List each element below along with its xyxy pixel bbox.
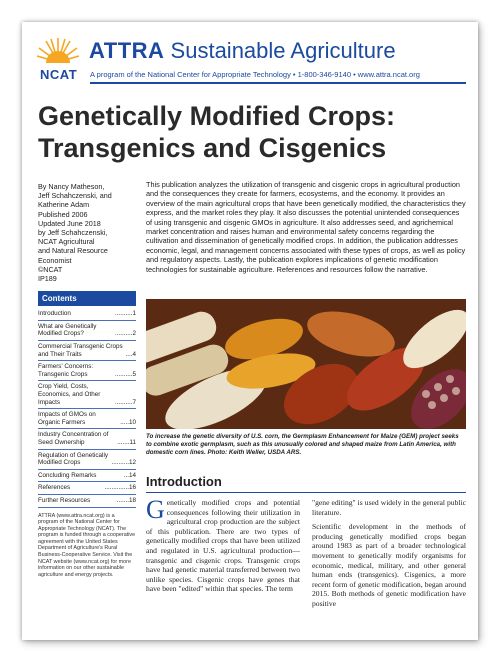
toc-label: References xyxy=(38,484,71,492)
body-column-1 xyxy=(146,495,300,594)
sidebar xyxy=(38,182,136,578)
meta-line: Updated June 2018 xyxy=(38,218,101,228)
drop-cap: G xyxy=(146,495,165,524)
toc-page: .......11 xyxy=(117,438,136,446)
meta-line: by Jeff Schahczenski, xyxy=(38,228,108,238)
maize-photo xyxy=(146,299,466,429)
toc-item[interactable] xyxy=(38,341,136,361)
toc-page: ...14 xyxy=(123,471,136,479)
body-column-2 xyxy=(312,498,466,614)
toc-page: ....4 xyxy=(125,350,136,358)
toc-label: Crop Yield, Costs, Economics, and Other Impacts xyxy=(38,383,101,406)
meta-line: Jeff Schahczenski, and xyxy=(38,191,112,201)
intro-paragraph-1: enetically modified crops and potential consequences following their utilization in agricultural crop production are the subject of this publication. There are two types of genetically modified crops that have been utilized and regulated in U.S. agricultural production—transgenic and cisgenic crops. Transgenic crops have had genetic material transferred between two unlike species. Cisgenic crops have genes that have been "edited" within that species. The term xyxy=(146,498,300,594)
sun-logo-icon xyxy=(36,34,80,64)
toc-item[interactable] xyxy=(38,361,136,381)
meta-line: IP189 xyxy=(38,274,57,284)
masthead xyxy=(22,30,478,92)
toc-item[interactable] xyxy=(38,381,136,409)
abstract-text: This publication analyzes the utilization of transgenic and cisgenic crops in agricultural production and the consequences they create for farmers, ecosystems, and the economy. It provides an overview of the main agricultural crops that have been genetically modified, the characteristics they express, and the market roles they play. It also discusses the potential unintended consequences of using transgenic and cisgenic GMOs in agriculture. It also addresses seed, and agrichemical market concentration and raises human and environmental safety concerns regarding the cultivation and dissemination of genetically modified crops. In addition, the publication addresses economic, legal, and management concerns associated with these types of crops, as well as policy and regulatory aspects. Lastly, the publication explores implications of genetic modification technologies for sustainable agriculture. References and resources follow the narrative. xyxy=(146,180,466,274)
toc-item[interactable] xyxy=(38,450,136,470)
document-title: Genetically Modified Crops: Transgenics and Cisgenics xyxy=(38,101,396,163)
toc-page: ..........2 xyxy=(115,330,136,338)
contents-heading: Contents xyxy=(38,291,136,306)
meta-line: Katherine Adam xyxy=(38,200,90,210)
toc-item[interactable] xyxy=(38,470,136,483)
author-meta xyxy=(38,182,136,283)
toc-item[interactable] xyxy=(38,495,136,508)
toc-label: Impacts of GMOs on Organic Farmers xyxy=(38,411,96,426)
toc-label: What are Genetically Modified Crops? xyxy=(38,322,97,338)
brand-title xyxy=(89,38,396,64)
intro-paragraph-2: "gene editing" is used widely in the general public literature. xyxy=(312,498,466,517)
document-page xyxy=(22,22,478,640)
introduction-rule xyxy=(146,492,466,493)
brand-attra: ATTRA xyxy=(89,38,165,63)
toc-label: Concluding Remarks xyxy=(38,471,97,479)
toc-label: Regulation of Genetically Modified Crops xyxy=(38,451,109,467)
toc-label: Farmers' Concerns: Transgenic Crops xyxy=(38,363,94,378)
toc-page: .......18 xyxy=(116,496,136,504)
meta-line: Published 2006 xyxy=(38,209,88,219)
toc-label: Introduction xyxy=(38,310,71,318)
header-rule xyxy=(90,82,466,84)
table-of-contents xyxy=(38,308,136,507)
toc-page: ..........1 xyxy=(115,310,136,318)
brand-subtitle: Sustainable Agriculture xyxy=(170,38,396,63)
intro-paragraph-3: Scientific development in the methods of producing genetically modified crops began around 1983 as part of a broader technological movement to genetically modify organisms for economic, medical, military, and other general human ends (transgenics). Cisgenics, a more recent form of genetic modification, began around 2015. Both methods of genetic modification have positive xyxy=(312,522,466,608)
toc-item[interactable] xyxy=(38,429,136,449)
meta-line: By Nancy Matheson, xyxy=(38,182,105,191)
photo-caption: To increase the genetic diversity of U.S. corn, the Germplasm Enhancement for Maize (GEM) project seeks to combine exotic germplasm, such as this unusually colored and shaped maize from Latin America, with domestic corn lines. Photo: Keith Weller, USDA ARS. xyxy=(146,433,459,456)
meta-line: and Natural Resource xyxy=(38,246,108,256)
toc-page: .....10 xyxy=(120,418,136,426)
program-tagline: A program of the National Center for Appropriate Technology • 1-800-346-9140 • www.attra.ncat.org xyxy=(90,70,420,79)
toc-item[interactable] xyxy=(38,321,136,341)
toc-label: Industry Concentration of Seed Ownership xyxy=(38,431,109,446)
toc-item[interactable] xyxy=(38,482,136,495)
introduction-heading: Introduction xyxy=(146,474,222,489)
toc-item[interactable] xyxy=(38,409,136,429)
ncat-logo-text: NCAT xyxy=(40,67,78,82)
toc-label: Further Resources xyxy=(38,496,91,504)
attra-program-note: ATTRA (www.attra.ncat.org) is a program of the National Center for Appropriate Technology (NCAT). The program is funded through a cooperative agreement with the United States Department of Agriculture's Rural Business-Cooperative Service. Visit the NCAT website (www.ncat.org) for more information on our other sustainable agriculture and energy projects. xyxy=(38,512,136,578)
toc-page: ..........7 xyxy=(115,398,136,406)
meta-line: Economist xyxy=(38,255,72,265)
toc-page: ..........12 xyxy=(111,459,136,467)
toc-label: Commercial Transgenic Crops and Their Traits xyxy=(38,343,123,358)
toc-page: ..............16 xyxy=(104,484,136,492)
toc-item[interactable] xyxy=(38,308,136,321)
meta-line: ©NCAT xyxy=(38,264,63,274)
meta-line: NCAT Agricultural xyxy=(38,237,95,247)
toc-page: ..........5 xyxy=(115,370,136,378)
